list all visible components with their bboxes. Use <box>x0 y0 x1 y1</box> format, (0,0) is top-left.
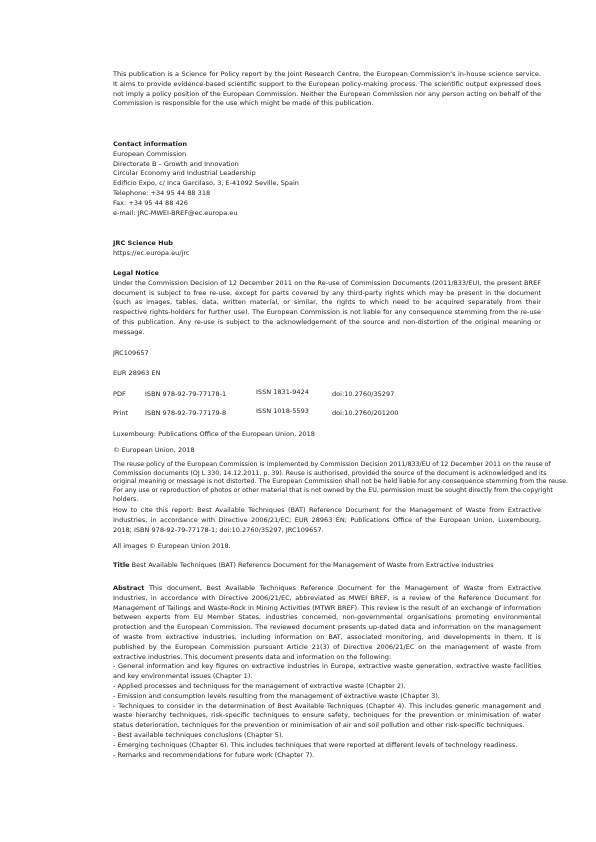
legal-notice-heading: Legal Notice <box>113 269 159 277</box>
print-row <box>113 409 553 419</box>
pub-isbn: ISBN 978-92-79-77178-1 <box>145 390 227 398</box>
abstract-list-item: - Best available techniques conclusions (Chapter 5). <box>113 730 284 739</box>
jrc-hub-heading: JRC Science Hub <box>113 239 173 247</box>
intro-paragraph: This publication is a Science for Policy report by the Joint Research Centre, the European Commission’s in-house science service. It aims to provide evidence-based scientific support to the European policy-making process. The scientific output expressed does not imply a policy position of the European Commission. Neither the European Commission nor any person acting on behalf of the Commission is responsible for the use which might be made of this publication. <box>113 70 541 108</box>
abstract-section <box>113 584 541 760</box>
abstract-list-item: - Applied processes and techniques for the management of extractive waste (Chapter 2). <box>113 681 406 690</box>
abstract-label: Abstract <box>113 584 145 592</box>
jrc-hub-section <box>113 239 541 259</box>
jrc-number: JRC109657 <box>113 349 149 357</box>
contact-section <box>113 140 541 218</box>
legal-notice-text: Under the Commission Decision of 12 December 2011 on the Re-use of Commission Documents (2011/833/EU), the present BREF document is subject to free re-use, except for parts covered by any third-party rights which may be present in the document (such as images, tables, data, written material, or similar, the rights to which need to be acquired separately from their respective rights-holders for further use). The European Commission is not liable for any consequence stemming from the re-use of this publication. Any re-use is subject to the acknowledgement of the source and non-distortion of the original meaning or message. <box>113 278 541 336</box>
pub-issn: ISSN 1831-9424 <box>256 388 309 396</box>
abstract-text: This document, Best Available Techniques Reference Document for the Management of Waste from Extractive Industries, in accordance with Directive 2006/21/EC, abbreviated as MWEI BREF, is a review of the Reference Document for Management of Tailings and Waste-Rock in Mining Activities (MTWR BREF). This review is the result of an exchange of information between experts from EU Member States, industries concerned, non-governmental organisations promoting environmental protection and the European Commission. The reviewed document presents up-dated data and information on the management of waste from extractive industries, including information on BAT, associated monitoring, and developments in them. It is published by the European Commission pursuant Article 21(3) of Directive 2006/21/EC on the management of waste from extractive industries. This document presents data and information on the following: <box>113 584 541 661</box>
copyright-line: © European Union, 2018 <box>113 446 195 454</box>
jrc-hub-url: https://ec.europa.eu/jrc <box>113 248 190 257</box>
pub-format: PDF <box>113 390 126 398</box>
title-line <box>113 561 553 571</box>
pub-issn: ISSN 1018-5593 <box>256 407 309 415</box>
contact-heading: Contact information <box>113 140 188 148</box>
contact-line: European Commission <box>113 149 187 158</box>
images-credit: All images © European Union 2018. <box>113 542 231 550</box>
abstract-list-item: - Emerging techniques (Chapter 6). This includes techniques that were reported at different levels of technology readiness. <box>113 740 518 749</box>
pub-isbn: ISBN 978-92-79-77179-8 <box>145 409 227 417</box>
pub-format: Print <box>113 409 129 417</box>
legal-notice-section <box>113 269 541 338</box>
contact-line: Telephone: +34 95 44 88 318 <box>113 188 211 197</box>
publisher-line: Luxembourg: Publications Office of the European Union, 2018 <box>113 430 315 438</box>
abstract-list-item: - Techniques to consider in the determination of Best Available Techniques (Chapter 4). This includes generic management and waste hierarchy techniques, risk-specific techniques to ensure safety, techniques for the prevention or minimisation of water status deterioration, techniques for the prevention or minimisation of air and soil pollution and other risk-specific techniques. <box>113 701 541 730</box>
pdf-row <box>113 390 553 400</box>
contact-line: Directorate B – Growth and Innovation <box>113 159 239 168</box>
contact-email: e-mail: JRC-MWEI-BREF@ec.europa.eu <box>113 208 238 217</box>
pub-doi: doi:10.2760/35297 <box>332 390 395 398</box>
abstract-list-item: - Remarks and recommendations for future work (Chapter 7). <box>113 750 315 759</box>
eur-number: EUR 28963 EN <box>113 369 161 377</box>
title-label: Title <box>113 561 130 569</box>
contact-line: Fax: +34 95 44 88 426 <box>113 198 188 207</box>
reuse-policy: The reuse policy of the European Commission is implemented by Commission Decision 2011/833/EU of 12 December 2011 on the reuse of Commission documents (OJ L 330, 14.12.2011, p. 39). Reuse is authorised, provided the source of the document is acknowledged and its original meaning or message is not distorted. The European Commission shall not be held liable for any consequence stemming from the reuse. For any use or reproduction of photos or other material that is not owned by the EU, permission must be sought directly from the copyright holders. <box>113 461 569 503</box>
abstract-list-item: - General information and key figures on extractive industries in Europe, extractive waste generation, extractive waste facilities and key environmental issues (Chapter 1). <box>113 662 541 681</box>
contact-line: Circular Economy and Industrial Leadership <box>113 169 256 178</box>
abstract-list-item: - Emission and consumption levels resulting from the management of extractive waste (Chapter 3). <box>113 691 440 700</box>
title-text: Best Available Techniques (BAT) Reference Document for the Management of Waste from Extractive Industries <box>131 561 494 569</box>
pub-doi: doi:10.2760/201200 <box>332 409 399 417</box>
citation: How to cite this report: Best Available Techniques (BAT) Reference Document for the Management of Waste from Extractive Industries, in accordance with Directive 2006/21/EC; EUR 28963 EN; Publications Office of the European Union, Luxembourg, 2018; ISBN 978-92-79-77178-1; doi:10.2760/35297, JRC109657. <box>113 506 541 534</box>
contact-line: Edificio Expo, c/ Inca Garcilaso, 3, E-41092 Seville, Spain <box>113 179 299 188</box>
abstract-paragraph <box>113 584 541 662</box>
